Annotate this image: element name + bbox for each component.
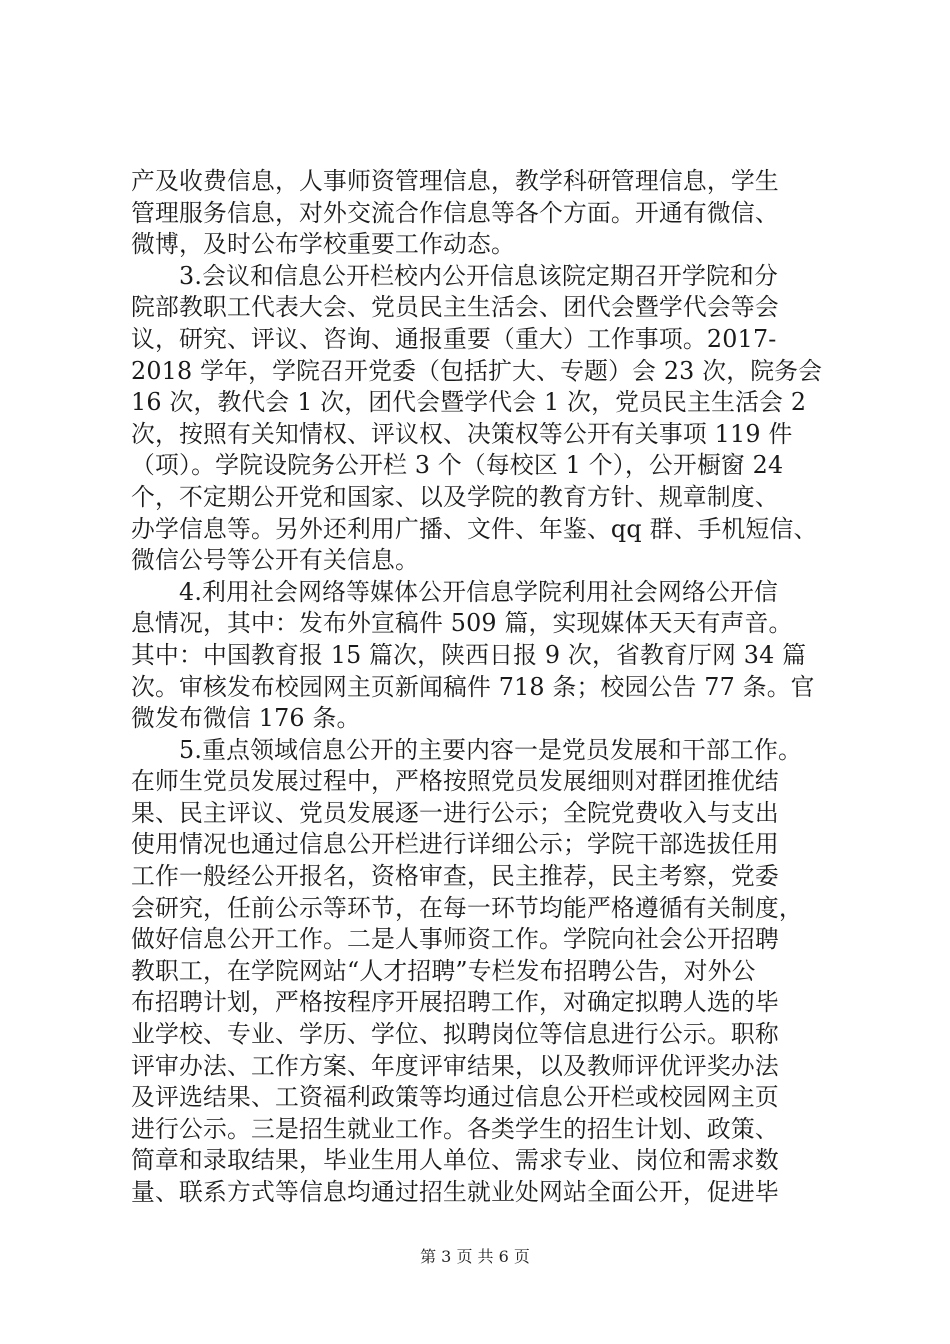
text-line: 3.会议和信息公开栏校内公开信息该院定期召开学院和分 [179, 261, 779, 290]
text-line: 院部教职工代表大会、党员民主生活会、团代会暨学代会等会 [131, 293, 779, 322]
text-line: 管理服务信息，对外交流合作信息等各个方面。开通有微信、 [131, 198, 779, 227]
text-line: 次。审核发布校园网主页新闻稿件 718 条；校园公告 77 条。官 [131, 672, 815, 701]
text-line: 2018 学年，学院召开党委（包括扩大、专题）会 23 次，院务会 [131, 356, 823, 385]
text-line: 个，不定期公开党和国家、以及学院的教育方针、规章制度、 [131, 482, 779, 511]
text-line: 在师生党员发展过程中，严格按照党员发展细则对群团推优结 [131, 767, 779, 796]
text-line: 果、民主评议、党员发展逐一进行公示；全院党费收入与支出 [131, 798, 779, 827]
text-line: 业学校、专业、学历、学位、拟聘岗位等信息进行公示。职称 [131, 1020, 779, 1049]
text-line: 微发布微信 176 条。 [131, 704, 361, 733]
text-line: 5.重点领域信息公开的主要内容一是党员发展和干部工作。 [179, 735, 803, 764]
text-line: 办学信息等。另外还利用广播、文件、年鉴、qq 群、手机短信、 [131, 514, 818, 543]
text-line: （项）。学院设院务公开栏 3 个（每校区 1 个），公开橱窗 24 [131, 451, 784, 480]
text-line: 产及收费信息，人事师资管理信息，教学科研管理信息，学生 [131, 167, 779, 195]
text-line: 简章和录取结果，毕业生用人单位、需求专业、岗位和需求数 [131, 1146, 779, 1175]
text-line: 议，研究、评议、咨询、通报重要（重大）工作事项。2017- [131, 324, 777, 353]
text-line: 评审办法、工作方案、年度评审结果，以及教师评优评奖办法 [131, 1051, 779, 1080]
text-line: 布招聘计划，严格按程序开展招聘工作，对确定拟聘人选的毕 [131, 988, 779, 1017]
text-line: 工作一般经公开报名，资格审查，民主推荐，民主考察，党委 [131, 862, 779, 891]
text-line: 及评选结果、工资福利政策等均通过信息公开栏或校园网主页 [131, 1083, 779, 1112]
text-line: 进行公示。三是招生就业工作。各类学生的招生计划、政策、 [131, 1114, 779, 1143]
text-line: 息情况，其中：发布外宣稿件 509 篇，实现媒体天天有声音。 [131, 609, 793, 638]
text-line: 4.利用社会网络等媒体公开信息学院利用社会网络公开信 [179, 577, 779, 606]
text-line: 做好信息公开工作。二是人事师资工作。学院向社会公开招聘 [131, 925, 779, 954]
text-line: 量、联系方式等信息均通过招生就业处网站全面公开，促进毕 [131, 1178, 779, 1206]
text-line: 16 次，教代会 1 次，团代会暨学代会 1 次，党员民主生活会 2 [131, 388, 807, 417]
text-line: 教职工，在学院网站“人才招聘”专栏发布招聘公告，对外公 [131, 956, 756, 985]
text-line: 微信公号等公开有关信息。 [131, 546, 419, 575]
document-body [131, 166, 831, 1209]
text-line: 使用情况也通过信息公开栏进行详细公示；学院干部选拔任用 [131, 830, 779, 859]
text-line: 微博，及时公布学校重要工作动态。 [131, 230, 515, 259]
text-line: 会研究，任前公示等环节，在每一环节均能严格遵循有关制度， [131, 893, 803, 922]
page-footer: 第 3 页 共 6 页 [420, 1247, 530, 1266]
text-line: 其中：中国教育报 15 篇次，陕西日报 9 次，省教育厅网 34 篇 [131, 640, 807, 669]
text-line: 次，按照有关知情权、评议权、决策权等公开有关事项 119 件 [131, 419, 793, 448]
